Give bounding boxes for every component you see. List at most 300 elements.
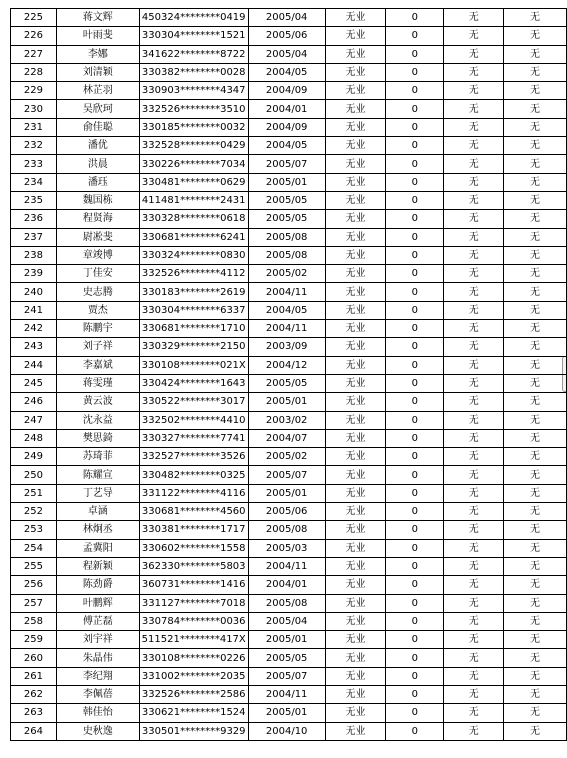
field-a-cell: 无 (444, 210, 504, 228)
count-cell: 0 (386, 191, 444, 209)
date-cell: 2005/04 (248, 9, 325, 27)
date-cell: 2005/03 (248, 539, 325, 557)
row-number: 245 (11, 374, 57, 392)
id-number: 330183********2619 (139, 283, 248, 301)
person-name: 史志腾 (56, 283, 139, 301)
field-a-cell: 无 (444, 155, 504, 173)
person-name: 潘优 (56, 137, 139, 155)
date-cell: 2004/11 (248, 283, 325, 301)
count-cell: 0 (386, 155, 444, 173)
field-a-cell: 无 (444, 685, 504, 703)
status-cell: 无业 (325, 448, 386, 466)
person-name: 陈劲爵 (56, 576, 139, 594)
field-a-cell: 无 (444, 27, 504, 45)
status-cell: 无业 (325, 685, 386, 703)
date-cell: 2005/01 (248, 484, 325, 502)
row-number: 259 (11, 631, 57, 649)
person-name: 李娜 (56, 45, 139, 63)
date-cell: 2005/02 (248, 265, 325, 283)
date-cell: 2005/06 (248, 27, 325, 45)
field-b-cell: 无 (504, 9, 567, 27)
table-row (11, 612, 567, 630)
date-cell: 2005/05 (248, 374, 325, 392)
field-b-cell: 无 (504, 338, 567, 356)
date-cell: 2004/11 (248, 557, 325, 575)
id-number: 330522********3017 (139, 393, 248, 411)
count-cell: 0 (386, 393, 444, 411)
field-a-cell: 无 (444, 118, 504, 136)
status-cell: 无业 (325, 210, 386, 228)
table-row (11, 649, 567, 667)
table-row (11, 393, 567, 411)
table-row (11, 246, 567, 264)
status-cell: 无业 (325, 191, 386, 209)
date-cell: 2004/01 (248, 576, 325, 594)
date-cell: 2005/06 (248, 503, 325, 521)
id-number: 332527********3526 (139, 448, 248, 466)
field-b-cell: 无 (504, 448, 567, 466)
field-b-cell: 无 (504, 393, 567, 411)
id-number: 332526********3510 (139, 100, 248, 118)
field-b-cell: 无 (504, 704, 567, 722)
field-b-cell: 无 (504, 539, 567, 557)
field-a-cell: 无 (444, 539, 504, 557)
id-number: 341622********8722 (139, 45, 248, 63)
field-a-cell: 无 (444, 649, 504, 667)
count-cell: 0 (386, 210, 444, 228)
field-a-cell: 无 (444, 503, 504, 521)
status-cell: 无业 (325, 576, 386, 594)
status-cell: 无业 (325, 557, 386, 575)
id-number: 332526********4112 (139, 265, 248, 283)
row-number: 257 (11, 594, 57, 612)
table-row (11, 356, 567, 374)
field-b-cell: 无 (504, 265, 567, 283)
date-cell: 2005/05 (248, 210, 325, 228)
status-cell: 无业 (325, 45, 386, 63)
field-a-cell: 无 (444, 448, 504, 466)
row-number: 241 (11, 301, 57, 319)
table-row (11, 100, 567, 118)
row-number: 238 (11, 246, 57, 264)
table-row (11, 576, 567, 594)
count-cell: 0 (386, 320, 444, 338)
row-number: 231 (11, 118, 57, 136)
id-number: 331002********2035 (139, 667, 248, 685)
count-cell: 0 (386, 539, 444, 557)
date-cell: 2005/08 (248, 246, 325, 264)
person-name: 孟冀阳 (56, 539, 139, 557)
status-cell: 无业 (325, 649, 386, 667)
status-cell: 无业 (325, 9, 386, 27)
field-b-cell: 无 (504, 173, 567, 191)
date-cell: 2004/12 (248, 356, 325, 374)
status-cell: 无业 (325, 393, 386, 411)
field-a-cell: 无 (444, 100, 504, 118)
status-cell: 无业 (325, 356, 386, 374)
field-b-cell: 无 (504, 320, 567, 338)
person-name: 蒋雯瑾 (56, 374, 139, 392)
field-a-cell: 无 (444, 722, 504, 740)
row-number: 253 (11, 521, 57, 539)
id-number: 360731********1416 (139, 576, 248, 594)
id-number: 331127********7018 (139, 594, 248, 612)
table-row (11, 685, 567, 703)
count-cell: 0 (386, 612, 444, 630)
table-row (11, 466, 567, 484)
count-cell: 0 (386, 557, 444, 575)
date-cell: 2004/05 (248, 301, 325, 319)
table-row (11, 539, 567, 557)
date-cell: 2004/11 (248, 685, 325, 703)
date-cell: 2003/09 (248, 338, 325, 356)
date-cell: 2004/05 (248, 63, 325, 81)
field-a-cell: 无 (444, 228, 504, 246)
id-number: 330304********1521 (139, 27, 248, 45)
status-cell: 无业 (325, 521, 386, 539)
person-name: 林炯丞 (56, 521, 139, 539)
date-cell: 2005/08 (248, 228, 325, 246)
field-b-cell: 无 (504, 45, 567, 63)
person-name: 苏琦菲 (56, 448, 139, 466)
row-number: 234 (11, 173, 57, 191)
person-name: 陈耀宣 (56, 466, 139, 484)
field-b-cell: 无 (504, 246, 567, 264)
row-number: 263 (11, 704, 57, 722)
row-number: 256 (11, 576, 57, 594)
row-number: 255 (11, 557, 57, 575)
person-name: 朱晶伟 (56, 649, 139, 667)
count-cell: 0 (386, 9, 444, 27)
id-number: 362330********5803 (139, 557, 248, 575)
count-cell: 0 (386, 374, 444, 392)
table-row (11, 265, 567, 283)
field-b-cell: 无 (504, 283, 567, 301)
field-a-cell: 无 (444, 557, 504, 575)
status-cell: 无业 (325, 374, 386, 392)
date-cell: 2004/10 (248, 722, 325, 740)
status-cell: 无业 (325, 484, 386, 502)
field-a-cell: 无 (444, 45, 504, 63)
field-a-cell: 无 (444, 82, 504, 100)
id-number: 411481********2431 (139, 191, 248, 209)
status-cell: 无业 (325, 155, 386, 173)
field-a-cell: 无 (444, 246, 504, 264)
table-row (11, 503, 567, 521)
status-cell: 无业 (325, 228, 386, 246)
date-cell: 2005/01 (248, 704, 325, 722)
row-number: 228 (11, 63, 57, 81)
person-name: 丁佳安 (56, 265, 139, 283)
date-cell: 2004/05 (248, 137, 325, 155)
field-b-cell: 无 (504, 649, 567, 667)
date-cell: 2004/09 (248, 118, 325, 136)
field-b-cell: 无 (504, 503, 567, 521)
date-cell: 2003/02 (248, 411, 325, 429)
status-cell: 无业 (325, 320, 386, 338)
person-name: 刘宇祥 (56, 631, 139, 649)
table-row (11, 63, 567, 81)
row-number: 243 (11, 338, 57, 356)
field-a-cell: 无 (444, 191, 504, 209)
count-cell: 0 (386, 503, 444, 521)
count-cell: 0 (386, 576, 444, 594)
person-name: 程新颖 (56, 557, 139, 575)
person-name: 李纪翔 (56, 667, 139, 685)
count-cell: 0 (386, 667, 444, 685)
count-cell: 0 (386, 137, 444, 155)
field-a-cell: 无 (444, 9, 504, 27)
status-cell: 无业 (325, 667, 386, 685)
person-name: 叶雨斐 (56, 27, 139, 45)
id-number: 330108********021X (139, 356, 248, 374)
field-b-cell: 无 (504, 356, 567, 374)
person-name: 陈鹏宇 (56, 320, 139, 338)
field-a-cell: 无 (444, 411, 504, 429)
count-cell: 0 (386, 466, 444, 484)
row-number: 264 (11, 722, 57, 740)
status-cell: 无业 (325, 265, 386, 283)
status-cell: 无业 (325, 704, 386, 722)
row-number: 250 (11, 466, 57, 484)
field-b-cell: 无 (504, 521, 567, 539)
status-cell: 无业 (325, 411, 386, 429)
person-name: 李嘉斌 (56, 356, 139, 374)
field-b-cell: 无 (504, 137, 567, 155)
field-b-cell: 无 (504, 594, 567, 612)
row-number: 249 (11, 448, 57, 466)
table-row (11, 82, 567, 100)
row-number: 240 (11, 283, 57, 301)
id-number: 450324********0419 (139, 9, 248, 27)
id-number: 330424********1643 (139, 374, 248, 392)
count-cell: 0 (386, 45, 444, 63)
table-row (11, 429, 567, 447)
table-row (11, 557, 567, 575)
id-number: 330226********7034 (139, 155, 248, 173)
person-name: 魏国栋 (56, 191, 139, 209)
id-number: 330329********2150 (139, 338, 248, 356)
field-b-cell: 无 (504, 667, 567, 685)
row-number: 242 (11, 320, 57, 338)
row-number: 260 (11, 649, 57, 667)
id-number: 330903********4347 (139, 82, 248, 100)
person-name: 林芷羽 (56, 82, 139, 100)
id-number: 330681********4560 (139, 503, 248, 521)
row-number: 258 (11, 612, 57, 630)
count-cell: 0 (386, 82, 444, 100)
id-number: 330328********0618 (139, 210, 248, 228)
row-number: 239 (11, 265, 57, 283)
count-cell: 0 (386, 685, 444, 703)
row-number: 237 (11, 228, 57, 246)
id-number: 330602********1558 (139, 539, 248, 557)
status-cell: 无业 (325, 539, 386, 557)
field-a-cell: 无 (444, 521, 504, 539)
table-row (11, 45, 567, 63)
date-cell: 2005/04 (248, 612, 325, 630)
date-cell: 2005/07 (248, 155, 325, 173)
field-a-cell: 无 (444, 265, 504, 283)
id-number: 330481********0629 (139, 173, 248, 191)
person-name: 叶鹏辉 (56, 594, 139, 612)
table-row (11, 374, 567, 392)
status-cell: 无业 (325, 246, 386, 264)
date-cell: 2005/07 (248, 667, 325, 685)
count-cell: 0 (386, 722, 444, 740)
roster-table (10, 8, 567, 741)
status-cell: 无业 (325, 612, 386, 630)
person-name: 潘珏 (56, 173, 139, 191)
person-name: 章竣博 (56, 246, 139, 264)
person-name: 史秋逸 (56, 722, 139, 740)
status-cell: 无业 (325, 722, 386, 740)
status-cell: 无业 (325, 503, 386, 521)
count-cell: 0 (386, 173, 444, 191)
id-number: 332502********4410 (139, 411, 248, 429)
person-name: 蒋文辉 (56, 9, 139, 27)
table-row (11, 484, 567, 502)
id-number: 330681********6241 (139, 228, 248, 246)
person-name: 韩佳怡 (56, 704, 139, 722)
count-cell: 0 (386, 338, 444, 356)
date-cell: 2005/04 (248, 45, 325, 63)
id-number: 330382********0028 (139, 63, 248, 81)
count-cell: 0 (386, 265, 444, 283)
status-cell: 无业 (325, 631, 386, 649)
person-name: 吴欣珂 (56, 100, 139, 118)
person-name: 沈永益 (56, 411, 139, 429)
table-row (11, 631, 567, 649)
status-cell: 无业 (325, 338, 386, 356)
count-cell: 0 (386, 704, 444, 722)
person-name: 俞佳聪 (56, 118, 139, 136)
field-b-cell: 无 (504, 612, 567, 630)
row-number: 244 (11, 356, 57, 374)
date-cell: 2004/01 (248, 100, 325, 118)
count-cell: 0 (386, 649, 444, 667)
row-number: 227 (11, 45, 57, 63)
count-cell: 0 (386, 484, 444, 502)
count-cell: 0 (386, 594, 444, 612)
field-b-cell: 无 (504, 374, 567, 392)
person-name: 丁艺导 (56, 484, 139, 502)
id-number: 330327********7741 (139, 429, 248, 447)
count-cell: 0 (386, 356, 444, 374)
table-row (11, 155, 567, 173)
row-number: 251 (11, 484, 57, 502)
row-number: 235 (11, 191, 57, 209)
id-number: 330185********0032 (139, 118, 248, 136)
person-name: 卓涵 (56, 503, 139, 521)
table-row (11, 228, 567, 246)
field-a-cell: 无 (444, 374, 504, 392)
id-number: 511521********417X (139, 631, 248, 649)
id-number: 330108********0226 (139, 649, 248, 667)
id-number: 331122********4116 (139, 484, 248, 502)
id-number: 332528********0429 (139, 137, 248, 155)
field-a-cell: 无 (444, 63, 504, 81)
date-cell: 2004/07 (248, 429, 325, 447)
field-b-cell: 无 (504, 27, 567, 45)
table-row (11, 27, 567, 45)
field-b-cell: 无 (504, 191, 567, 209)
table-row (11, 137, 567, 155)
field-b-cell: 无 (504, 210, 567, 228)
count-cell: 0 (386, 246, 444, 264)
row-number: 226 (11, 27, 57, 45)
row-number: 252 (11, 503, 57, 521)
row-number: 262 (11, 685, 57, 703)
field-b-cell: 无 (504, 228, 567, 246)
field-b-cell: 无 (504, 484, 567, 502)
field-a-cell: 无 (444, 338, 504, 356)
table-row (11, 521, 567, 539)
field-b-cell: 无 (504, 557, 567, 575)
count-cell: 0 (386, 283, 444, 301)
row-number: 254 (11, 539, 57, 557)
status-cell: 无业 (325, 27, 386, 45)
row-number: 246 (11, 393, 57, 411)
status-cell: 无业 (325, 173, 386, 191)
count-cell: 0 (386, 100, 444, 118)
row-number: 261 (11, 667, 57, 685)
field-a-cell: 无 (444, 320, 504, 338)
field-a-cell: 无 (444, 173, 504, 191)
row-number: 232 (11, 137, 57, 155)
table-row (11, 210, 567, 228)
field-b-cell: 无 (504, 301, 567, 319)
row-number: 230 (11, 100, 57, 118)
roster-table-body (11, 9, 567, 741)
row-number: 225 (11, 9, 57, 27)
table-row (11, 9, 567, 27)
field-a-cell: 无 (444, 576, 504, 594)
status-cell: 无业 (325, 466, 386, 484)
table-row (11, 191, 567, 209)
field-b-cell: 无 (504, 100, 567, 118)
field-a-cell: 无 (444, 283, 504, 301)
field-a-cell: 无 (444, 667, 504, 685)
count-cell: 0 (386, 448, 444, 466)
id-number: 332526********2586 (139, 685, 248, 703)
table-row (11, 594, 567, 612)
count-cell: 0 (386, 631, 444, 649)
table-row (11, 301, 567, 319)
row-number: 248 (11, 429, 57, 447)
status-cell: 无业 (325, 301, 386, 319)
count-cell: 0 (386, 301, 444, 319)
person-name: 傅芷磊 (56, 612, 139, 630)
row-number: 229 (11, 82, 57, 100)
row-number: 233 (11, 155, 57, 173)
table-row (11, 283, 567, 301)
field-b-cell: 无 (504, 411, 567, 429)
status-cell: 无业 (325, 100, 386, 118)
field-a-cell: 无 (444, 704, 504, 722)
date-cell: 2005/08 (248, 594, 325, 612)
id-number: 330784********0036 (139, 612, 248, 630)
field-b-cell: 无 (504, 63, 567, 81)
table-row (11, 173, 567, 191)
id-number: 330482********0325 (139, 466, 248, 484)
table-row (11, 411, 567, 429)
table-row (11, 338, 567, 356)
date-cell: 2004/09 (248, 82, 325, 100)
id-number: 330681********1710 (139, 320, 248, 338)
person-name: 尉凇斐 (56, 228, 139, 246)
date-cell: 2004/11 (248, 320, 325, 338)
